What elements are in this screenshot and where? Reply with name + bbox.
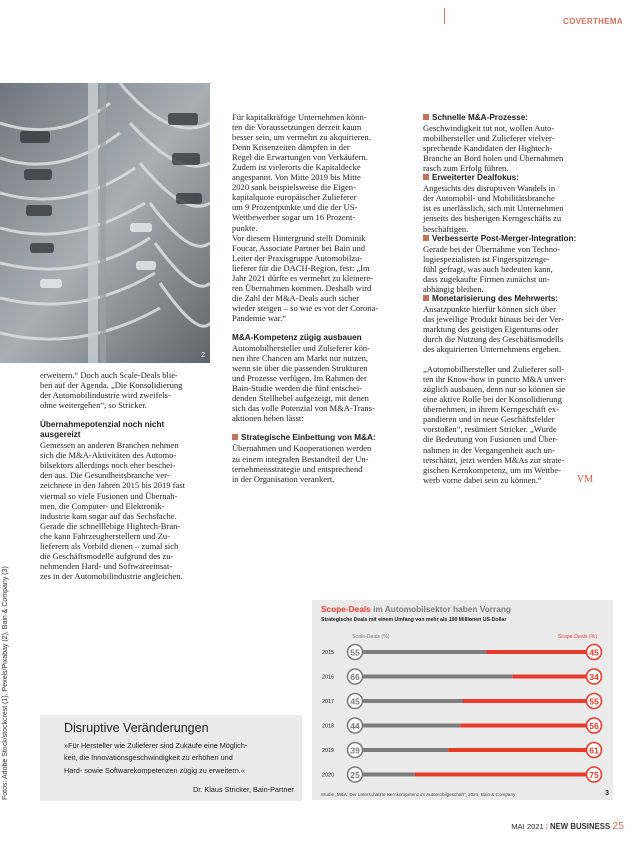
text-line: ren Übernahmen kommen. Deshalb wird xyxy=(232,282,372,293)
text-line: das jeweilige Produkt hinaus bei der Ver- xyxy=(423,313,564,324)
scale-deals-bar xyxy=(355,724,460,728)
text-line: „Automobilhersteller und Zulieferer soll- xyxy=(423,364,565,375)
text-line: jenseits des bisherigen Kerngeschäfts zu xyxy=(423,213,562,224)
subheading xyxy=(423,113,593,123)
bullet-square-icon xyxy=(423,295,429,301)
text-line: men, die Computer- und Elektronik- xyxy=(40,500,165,511)
bullet-square-icon xyxy=(423,114,429,120)
scale-deals-value-label: 45 xyxy=(350,696,360,707)
subheading-text: Schnelle M&A-Prozesse: xyxy=(432,113,529,122)
photo-credits: Fotos: Adobe Stock/stockcrest (1), Pexels/Pixabay (2), Bain & Company (3) xyxy=(2,566,9,800)
text-line: wenn sie über die passenden Strukturen xyxy=(232,363,368,374)
text-line: Gerade die schnelllebige Hightech-Bran- xyxy=(40,520,181,531)
paragraph-gap xyxy=(40,410,210,420)
chart-title-highlight: Scope-Deals xyxy=(321,604,371,614)
scope-deals-bar xyxy=(448,748,594,752)
text-line: terschätzt, jetzt werden M&As zur strate- xyxy=(423,454,565,465)
photo-illustration xyxy=(0,83,210,363)
text-line: Gemessen an anderen Branchen nehmen xyxy=(40,440,179,451)
text-line: Branche an Bord holen und Übernahmen xyxy=(423,153,564,164)
subheading-text: Monetarisierung des Mehrwerts: xyxy=(432,293,559,303)
paragraph-gap xyxy=(232,323,403,333)
scale-deals-value-label: 55 xyxy=(350,647,360,658)
text-line: durch die Nutzung des Geschäftsmodells xyxy=(423,334,564,345)
text-line: Automobilhersteller und Zulieferer kön- xyxy=(232,343,370,354)
text-line: nehmenden Hard- und Softwareeinsat- xyxy=(40,560,173,571)
quote-box xyxy=(40,715,302,801)
scale-deals-bar xyxy=(355,675,513,679)
quote-author: Dr. Klaus Stricker, Bain-Partner xyxy=(193,785,294,794)
scale-deals-bar xyxy=(355,773,415,777)
text-line: Jahr 2021 dürfte es vermehrt zu kleinere- xyxy=(232,272,373,283)
text-line: lieferern als Vorbild dienen – zumal sich xyxy=(40,540,179,551)
text-line: Zudem ist vielerorts die Kapitaldecke xyxy=(232,162,361,173)
footer-issue: MAI 2021 xyxy=(511,822,544,831)
scope-deals-value-label: 56 xyxy=(589,720,599,731)
text-line: zu einem integralen Bestandteil der Un- xyxy=(232,453,369,464)
text-line: um 9 Prozentpunkte und die der US- xyxy=(232,202,358,213)
text-line: der Automobil- und Mobilitätsbranche xyxy=(423,193,555,204)
text-line: beschäftigen. xyxy=(423,223,469,234)
text-line: marktung des geistigen Eigentums oder xyxy=(423,323,559,334)
subheading xyxy=(232,333,403,343)
text-line: ten ihr Know-how in puncto M&A unver- xyxy=(423,374,567,385)
chart-subtitle: Strategische Deals mit einem Umfang von mehr als 100 Millionen US-Dollar xyxy=(321,617,507,623)
text-line: pandieren und in neue Geschäftsfelder xyxy=(423,414,555,425)
text-line: angespannt. Von Mitte 2019 bis Mitte xyxy=(232,172,361,183)
quote-line: keit, die Innovationsgeschwindigkeit zu erhöhen und xyxy=(64,753,233,763)
text-line: Regel die Erwartungen von Verkäufern. xyxy=(232,152,368,163)
text-line: rasch zum Erfolg führen. xyxy=(423,163,509,174)
scope-deals-bar xyxy=(463,699,594,703)
scope-deals-bar xyxy=(415,773,594,777)
text-line: Übernahmen und Kooperationen werden xyxy=(232,443,372,454)
scope-deals-bar xyxy=(486,650,594,654)
text-line: eine aktive Rolle bei der Konsolidierung xyxy=(423,394,562,405)
text-line: sich die M&A-Aktivitäten des Automo- xyxy=(40,450,177,461)
quote-text xyxy=(64,740,300,777)
chart-year-label: 2016 xyxy=(322,674,334,681)
scope-deals-bar xyxy=(460,724,594,728)
scope-deals-value-label: 75 xyxy=(589,769,599,780)
text-line: die Geschäftsmodelle aufgrund des zu- xyxy=(40,550,174,561)
text-line: des akquirierten Unternehmens ergeben. xyxy=(423,344,561,355)
text-line: fühl gefragt, was auch bedeuten kann, xyxy=(423,263,553,274)
scale-deals-value-label: 39 xyxy=(350,745,360,756)
text-line: wieder steigen – so wie es vor der Corona- xyxy=(232,302,379,313)
chart-year-label: 2015 xyxy=(322,650,334,657)
chart-right-axis-label: Scope-Deals (%) xyxy=(557,634,597,640)
subheading-text: M&A-Kompetenz zügig ausbauen xyxy=(232,332,362,342)
text-line: besser sein, um vermehrt zu akquirieren. xyxy=(232,132,371,143)
chart-plot xyxy=(312,624,613,792)
subheading-text: Strategische Einbettung von M&A: xyxy=(241,433,376,443)
text-line: 2020 sank beispielsweise die Eigen- xyxy=(232,182,356,193)
text-line: Gerade bei der Übernahme von Techno- xyxy=(423,243,561,254)
chart-box xyxy=(312,600,613,800)
text-line: gischen Kernkompetenz, um im Wettbe- xyxy=(423,464,562,475)
bullet-square-icon xyxy=(232,434,238,440)
text-line: werb vorne dabei sein zu können.“ VM xyxy=(423,473,593,485)
text-line: übernehmen, in ihrem Kerngeschäft ex- xyxy=(423,404,559,415)
text-line: lieferer für die DACH-Region, fest: „Im xyxy=(232,262,370,273)
text-line: erweitern.“ Doch auch Scale-Deals blie- xyxy=(40,370,178,380)
text-line: züglich ausbauen, denn nur so können sie xyxy=(423,384,566,395)
chart-year-label: 2017 xyxy=(322,699,334,706)
text-line: dass zugekaufte Firmen zunächst un- xyxy=(423,273,550,284)
quote-title: Disruptive Veränderungen xyxy=(64,721,209,735)
column-left xyxy=(40,370,210,581)
header-rule xyxy=(444,8,445,24)
scale-deals-value-label: 44 xyxy=(350,720,360,731)
text-line: Geschwindigkeit tut not, wollen Auto- xyxy=(423,123,555,134)
scale-deals-bar xyxy=(355,748,448,752)
text-line: denden Stellhebel aufgezeigt, mit denen xyxy=(232,393,369,404)
subheading xyxy=(423,173,593,183)
text-line: viermal so viele Fusionen und Übernah- xyxy=(40,490,178,501)
paragraph-gap xyxy=(232,423,403,433)
text-line: die Zahl der M&A-Deals auch sicher xyxy=(232,292,359,303)
text-line: Leiter der Praxisgruppe Automobilzu- xyxy=(232,252,363,263)
chart-source: Studie „M&A: Der unterschätzte Kernkompetenz im Automobilgeschäft“, 2021, Bain & Company xyxy=(321,792,516,797)
text-line: industrie kam sogar auf das Sechsfache. xyxy=(40,510,177,521)
text-line: ben auf der Agenda. „Die Konsolidierung xyxy=(40,380,183,391)
chart-year-label: 2020 xyxy=(322,772,334,779)
text-line: kapitalquote europäischer Zulieferer xyxy=(232,192,357,203)
text-line: mobilhersteller und Zulieferer vielver- xyxy=(423,133,555,144)
text-line: den aus. Die Gesundheitsbranche ver- xyxy=(40,470,170,481)
scale-deals-value-label: 25 xyxy=(350,769,360,780)
parking-tower-photo xyxy=(0,83,210,363)
subheading-line: ausgereizt xyxy=(40,430,81,440)
text-line: in der Organisation verankert. xyxy=(232,473,335,484)
subheading xyxy=(232,433,403,443)
chart-title-rest: im Automobilsektor haben Vorrang xyxy=(370,604,511,614)
subheading xyxy=(423,234,593,244)
text-line: sprechende Kandidaten der Hightech- xyxy=(423,143,553,154)
text-line: ternehmensstrategie und entsprechend xyxy=(232,463,363,474)
photo-number: 2 xyxy=(201,352,205,359)
chart-year-label: 2018 xyxy=(322,723,334,730)
text-line: sich das volle Potenzial von M&A-Trans- xyxy=(232,403,375,414)
subheading-text: Erweiterter Dealfokus: xyxy=(432,173,519,183)
text-line: che kann Fahrzeugherstellern und Zu- xyxy=(40,530,171,541)
text-line: Angesichts des disruptiven Wandels in xyxy=(423,183,556,194)
text-line: aktionen heben lässt: xyxy=(232,413,304,424)
text-line: zeichnete in den Jahren 2015 bis 2019 fast xyxy=(40,480,186,491)
text-line: abhängig bleiben. xyxy=(423,283,484,294)
paragraph-gap xyxy=(423,354,593,364)
scale-deals-value-label: 66 xyxy=(350,671,360,682)
text-line: und Prozesse verfügen. Im Rahmen der xyxy=(232,373,367,384)
scope-deals-value-label: 45 xyxy=(589,647,599,658)
chart-number: 3 xyxy=(605,790,609,797)
text-line: Für kapitalkräftige Unternehmen könn- xyxy=(232,112,367,122)
text-line: ten die Voraussetzungen derzeit kaum xyxy=(232,122,362,133)
text-line: Denn Krisenzeiten dämpfen in der xyxy=(232,142,350,153)
scope-deals-value-label: 55 xyxy=(589,696,599,707)
text-line: bilsektors allerdings noch eher beschei- xyxy=(40,460,176,471)
scope-deals-bar xyxy=(513,675,594,679)
scale-deals-bar xyxy=(355,650,486,654)
text-line: Ansatzpunkte hierfür können sich über xyxy=(423,303,556,314)
scope-deals-value-label: 61 xyxy=(589,745,599,756)
bullet-square-icon xyxy=(423,235,429,241)
footer-separator: | xyxy=(545,822,550,831)
text-line: nen ihre Chancen am Markt nur nutzen, xyxy=(232,353,368,364)
scope-deals-value-label: 34 xyxy=(589,671,599,682)
quote-line: Hard- sowie Softwarekompetenzen zügig zu erweitern.« xyxy=(64,765,245,775)
text-line: der Automobilindustrie wird zweifels- xyxy=(40,390,171,401)
author-signature: VM xyxy=(576,473,593,485)
text-line: ist es unerlässlich, sich mit Unternehmen xyxy=(423,203,564,214)
bullet-square-icon xyxy=(423,174,429,180)
subheading xyxy=(423,294,593,304)
chart-year-label: 2019 xyxy=(322,748,334,755)
footer xyxy=(511,820,624,832)
text-line: nahmen in der Vergangenheit auch un- xyxy=(423,444,555,455)
text-line: Vor diesem Hintergrund stellt Dominik xyxy=(232,232,366,243)
section-label: COVERTHEMA xyxy=(563,17,623,26)
text-line: Foucar, Associate Partner bei Bain und xyxy=(232,242,366,253)
column-middle xyxy=(232,112,403,484)
footer-brand: NEW BUSINESS xyxy=(549,822,611,831)
scale-deals-bar xyxy=(355,699,463,703)
text-line: ohne weitergehen“, so Stricker. xyxy=(40,400,147,411)
text-line: Wettbewerber sogar um 16 Prozent- xyxy=(232,212,356,223)
text-line: Pandemie war.“ xyxy=(232,312,287,323)
chart-title xyxy=(321,604,511,614)
footer-page-number: 25 xyxy=(612,820,624,832)
text-line: zes in der Automobilindustrie angleichen. xyxy=(40,570,183,581)
text-line: punkte. xyxy=(232,222,258,233)
text-line: Bain-Studie werden die fünf entschei- xyxy=(232,383,363,394)
text-line: vorstoßen“, resümiert Stricker. „Wurde xyxy=(423,424,557,435)
column-right xyxy=(423,113,593,485)
subheading-line: Übernahmepotenzial noch nicht xyxy=(40,420,165,430)
text-line: logiespezialisten ist Fingerspitzenge- xyxy=(423,253,550,264)
quote-line: »Für Hersteller wie Zulieferer sind Zukäufe eine Möglich- xyxy=(64,741,248,750)
text-line: die Bedeutung von Fusionen und Über- xyxy=(423,434,558,445)
chart-left-axis-label: Scale-Deals (%) xyxy=(352,634,390,640)
subheading-text: Verbesserte Post-Merger-Integration: xyxy=(432,233,577,243)
